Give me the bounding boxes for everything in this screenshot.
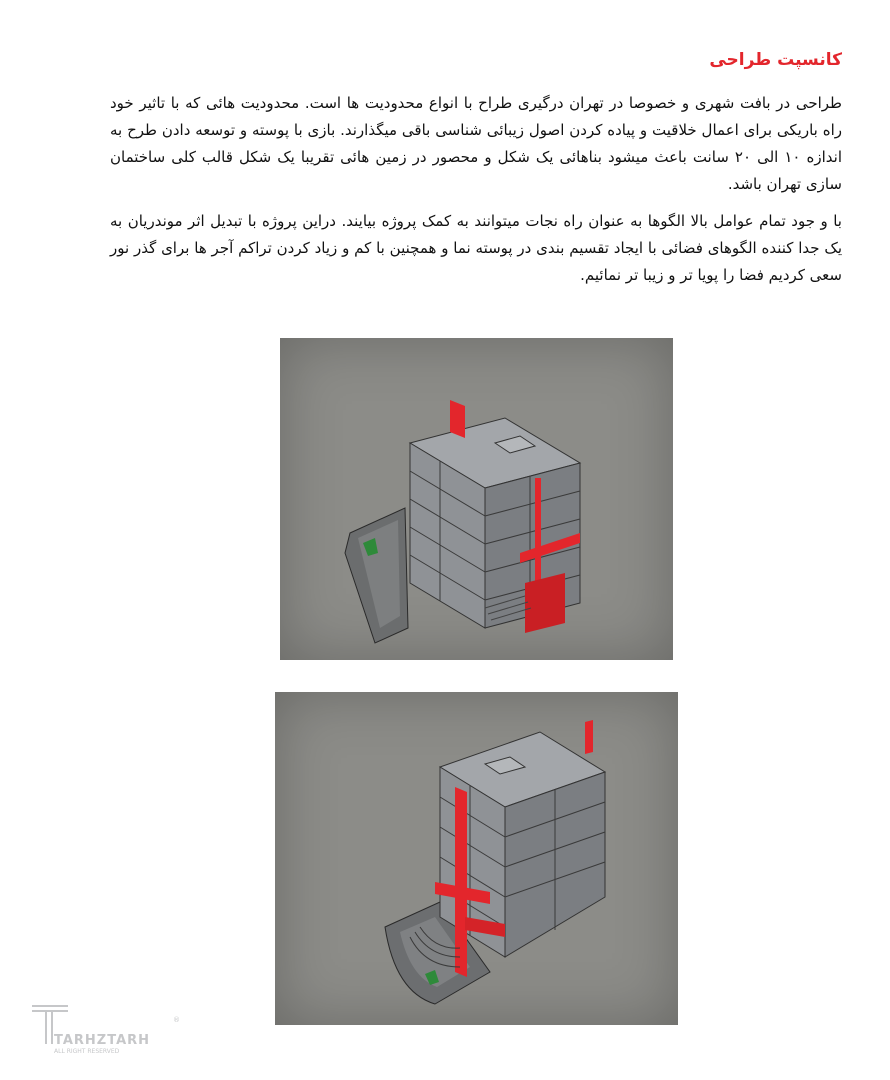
watermark-logo [28, 1000, 188, 1056]
registered-mark: ® [173, 1016, 180, 1024]
building-illustration-2 [275, 692, 678, 1025]
paragraph-concept: با و جود تمام عوامل بالا الگوها به عنوان راه نجات میتوانند به کمک پروژه بیایند. دراین پروژه با تبدیل اثر موندریان به یک جدا کننده الگوهای فضائی با ایجاد تقسیم بندی در پوسته نما و همچنین با کم و زیاد کردن تراکم آجر ها برای گذر نور سعی کردیم فضا را پویا تر و زیبا تر نمائیم. [110, 212, 842, 284]
page-title: کانسپت طراحی [709, 50, 842, 70]
watermark-tagline: ALL RIGHT RESERVED [54, 1048, 120, 1055]
building-illustration-1 [280, 338, 673, 660]
paragraph-intro: طراحی در بافت شهری و خصوصا در تهران درگیری طراح با انواع محدودیت ها است. محدودیت هائی که با تاثیر خود راه باریکی برای اعمال خلاقیت و پیاده کردن اصول زیبائی شناسی باقی میگذارند. بازی با پوسته و توسعه دادن طرح به اندازه ۱۰ الی ۲۰ سانت باعث میشود بناهائی یک شکل و محصور در زمین هائی تقریبا یک شکل قالب کلی ساختمان سازی تهران باشد. [110, 94, 842, 193]
watermark-brand: TARHZTARH [54, 1033, 151, 1048]
building-render-1 [280, 338, 673, 660]
tarhztarh-logo-icon [28, 1000, 188, 1056]
building-render-2 [275, 692, 678, 1025]
